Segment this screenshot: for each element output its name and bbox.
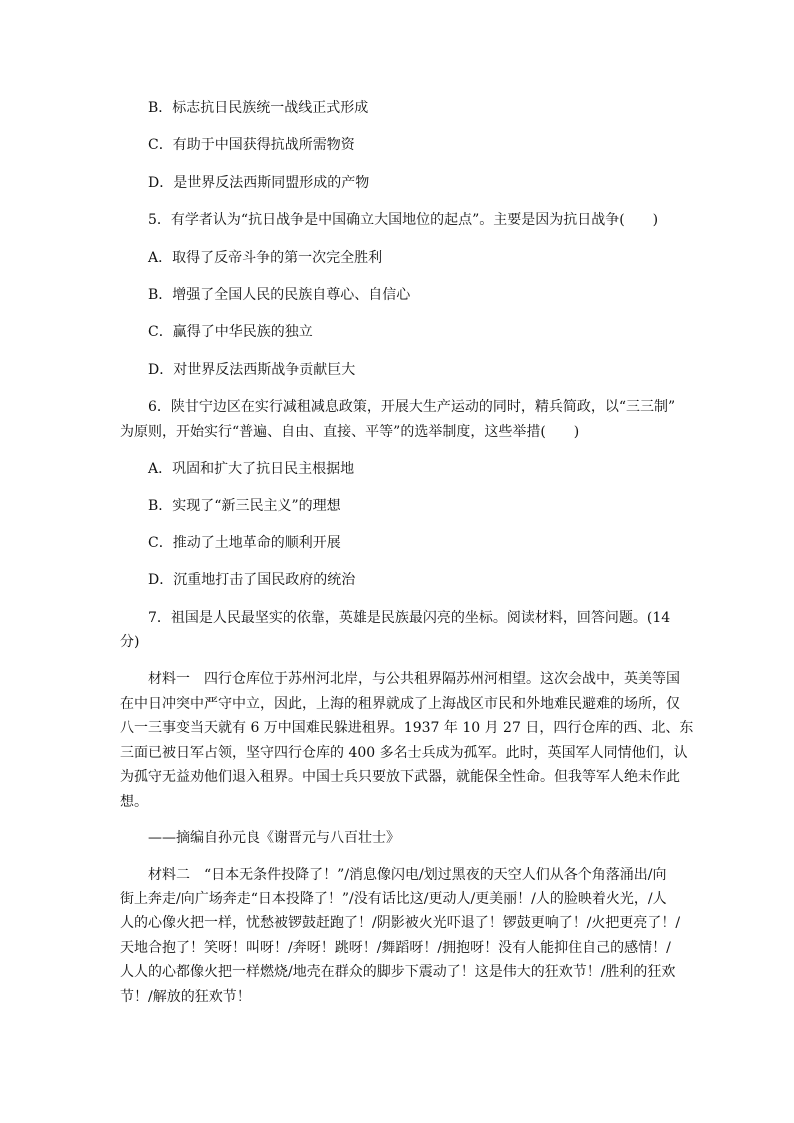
question-5-option-a: A．取得了反帝斗争的第一次完全胜利 (148, 250, 383, 266)
material-2-line: 材料二 “日本无条件投降了！”/消息像闪电/划过黑夜的天空人们从各个角落涌出/向 (148, 867, 667, 883)
question-5-option-c: C．赢得了中华民族的独立 (148, 324, 313, 340)
question-6-stem-line-1: 6．陕甘宁边区在实行减租减息政策，开展大生产运动的同时，精兵简政，以“三三制” (148, 399, 676, 415)
material-1-line: 想。 (120, 794, 148, 810)
material-2-line: 街上奔走/向广场奔走“日本投降了！”/没有话比这/更动人/更美丽！/人的脸映着火光，/人 (120, 891, 667, 907)
question-5-stem: 5．有学者认为“抗日战争是中国确立大国地位的起点”。主要是因为抗日战争( ) (148, 212, 659, 228)
option-c-prev: C．有助于中国获得抗战所需物资 (148, 137, 355, 153)
question-7-stem-line-1: 7．祖国是人民最坚实的依靠，英雄是民族最闪亮的坐标。阅读材料，回答问题。(14 (148, 610, 671, 626)
question-6-option-b: B．实现了“新三民主义”的理想 (148, 498, 341, 514)
option-b-prev: B．标志抗日民族统一战线正式形成 (148, 100, 369, 116)
question-7-stem-line-2: 分) (120, 634, 140, 650)
option-d-prev: D．是世界反法西斯同盟形成的产物 (148, 175, 370, 191)
question-5-option-d: D．对世界反法西斯战争贡献巨大 (148, 362, 356, 378)
material-1-source: ——摘编自孙元良《谢晋元与八百壮士》 (148, 830, 400, 846)
question-6-stem-line-2: 为原则，开始实行“普遍、自由、直接、平等”的选举制度，这些举措( ) (120, 424, 580, 440)
question-6-option-d: D．沉重地打击了国民政府的统治 (148, 572, 356, 588)
question-6-option-a: A．巩固和扩大了抗日民主根据地 (148, 461, 355, 477)
material-2-line: 人的心像火把一样，忧愁被锣鼓赶跑了！/阴影被火光吓退了！锣鼓更响了！/火把更亮了！/ (120, 915, 681, 931)
material-1-line: 三面已被日军占领，坚守四行仓库的 400 多名士兵成为孤军。此时，英国军人同情他们，认 (120, 745, 688, 761)
material-1-line: 八一三事变当天就有 6 万中国难民躲进租界。1937 年 10 月 27 日，四行仓库的西、北、东 (120, 720, 694, 736)
material-2-line: 节！/解放的狂欢节！ (120, 989, 251, 1005)
material-1-line: 材料一 四行仓库位于苏州河北岸，与公共租界隔苏州河相望。这次会战中，英美等国 (148, 671, 680, 687)
question-6-option-c: C．推动了土地革命的顺利开展 (148, 535, 341, 551)
material-1-line: 在中日冲突中严守中立，因此，上海的租界就成了上海战区市民和外地难民避难的场所，仅 (120, 696, 680, 712)
material-2-line: 天地合抱了！笑呀！叫呀！/奔呀！跳呀！/舞蹈呀！/拥抱呀！没有人能抑住自己的感情！/ (120, 940, 671, 956)
material-1-line: 为孤守无益劝他们退入租界。中国士兵只要放下武器，就能保全性命。但我等军人绝未作此 (120, 769, 680, 785)
material-2-line: 人人的心都像火把一样燃烧/地壳在群众的脚步下震动了！这是伟大的狂欢节！/胜利的狂欢 (120, 964, 676, 980)
question-5-option-b: B．增强了全国人民的民族自尊心、自信心 (148, 287, 411, 303)
